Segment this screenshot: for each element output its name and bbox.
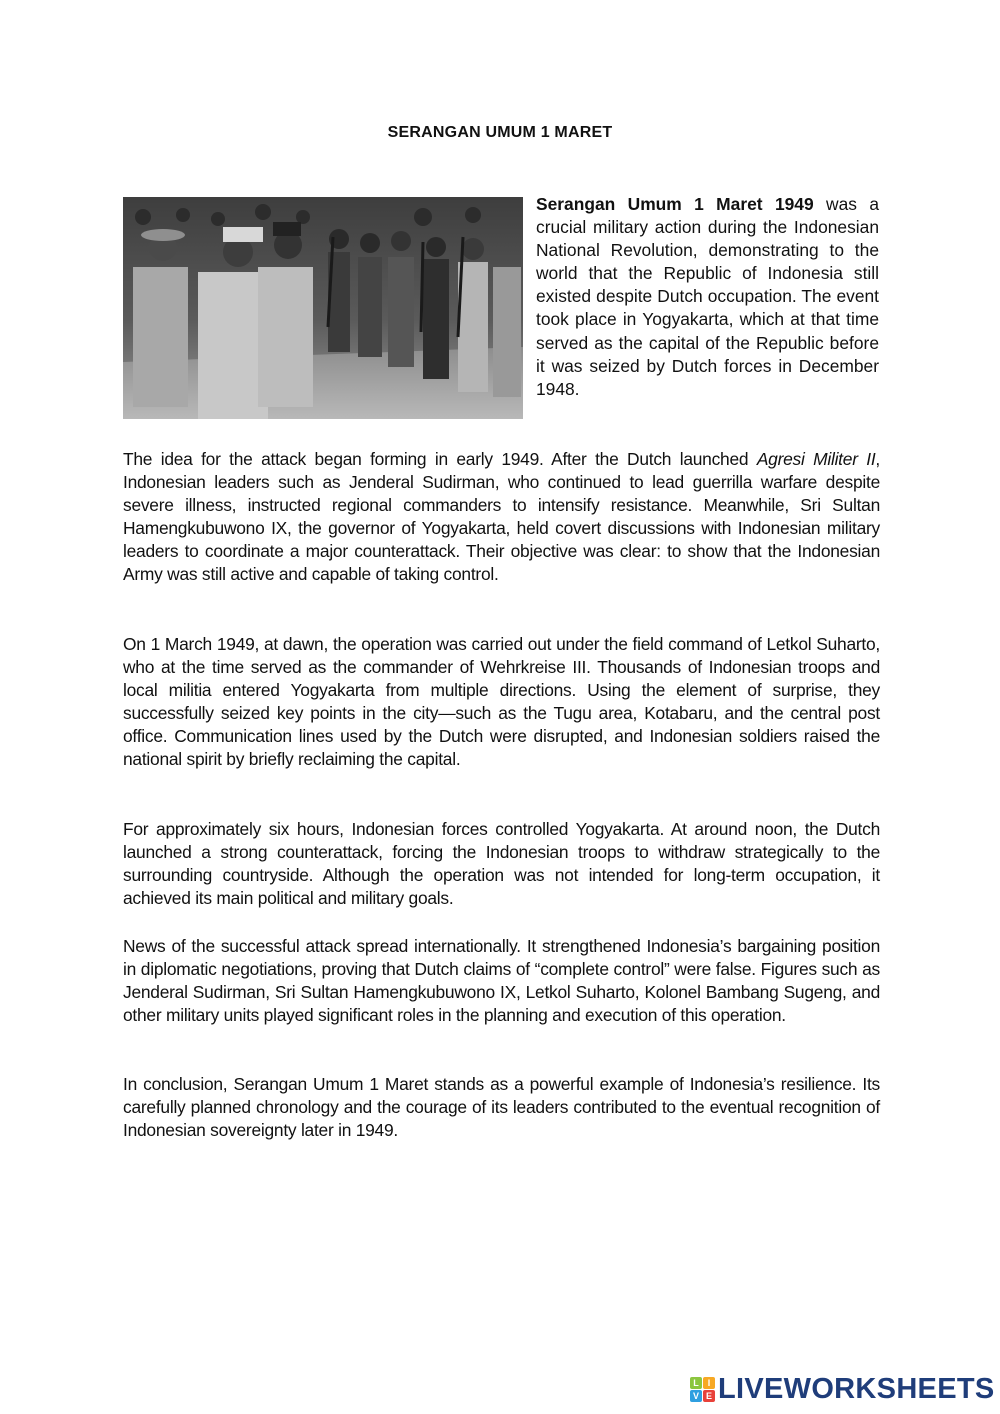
liveworksheets-logo [690, 1374, 995, 1404]
intro-bold-lead: Serangan Umum 1 Maret 1949 [536, 194, 814, 214]
logo-tile-i: I [703, 1377, 715, 1389]
page-title: SERANGAN UMUM 1 MARET [387, 124, 613, 141]
logo-tile-v: V [690, 1390, 702, 1402]
intro-paragraph [536, 193, 879, 401]
paragraph-5: In conclusion, Serangan Umum 1 Maret stands as a powerful example of Indonesia’s resilience. Its carefully planned chronology and the courage of its leaders contributed to the eventual recognition of Indonesian sovereignty later in 1949. [123, 1074, 880, 1141]
paragraph-1-text-b: , Indonesian leaders such as Jenderal Sudirman, who continued to lead guerrilla warfare despite severe illness, instructed regional commanders to intensify resistance. Meanwhile, Sri Sultan Hamengkubuwono IX, the governor of Yogyakarta, held covert discussions with Indonesian military leaders to coordinate a major counterattack. Their objective was clear: to show that the Indonesian Army was still active and capable of taking control. [123, 449, 880, 585]
logo-grid-icon [690, 1377, 715, 1402]
paragraph-1-italic: Agresi Militer II [756, 449, 876, 469]
paragraph-1 [123, 448, 880, 587]
paragraph-1-text-a: The idea for the attack began forming in early 1949. After the Dutch launched [123, 449, 757, 469]
photo-illustration [123, 197, 523, 419]
historical-photo [123, 197, 523, 419]
paragraph-2: On 1 March 1949, at dawn, the operation was carried out under the field command of Letkol Suharto, who at the time served as the commander of Wehrkreise III. Thousands of Indonesian troops and local militia entered Yogyakarta from multiple directions. Using the element of surprise, they successfully seized key points in the city—such as the Tugu area, Kotabaru, and the central post office. Communication lines used by the Dutch were disrupted, and Indonesian soldiers raised the national spirit by briefly reclaiming the capital. [123, 634, 880, 770]
paragraph-4: News of the successful attack spread internationally. It strengthened Indonesia’s bargaining position in diplomatic negotiations, proving that Dutch claims of “complete control” were false. Figures such as Jenderal Sudirman, Sri Sultan Hamengkubuwono IX, Letkol Suharto, Kolonel Bambang Sugeng, and other military units played significant roles in the planning and execution of this operation. [123, 936, 880, 1026]
logo-tile-e: E [703, 1390, 715, 1402]
brand-name: LIVEWORKSHEETS [718, 1372, 995, 1405]
paragraph-3: For approximately six hours, Indonesian forces controlled Yogyakarta. At around noon, the Dutch launched a strong counterattack, forcing the Indonesian troops to withdraw strategically to the surrounding countryside. Although the operation was not intended for long-term occupation, it achieved its main political and military goals. [123, 819, 880, 909]
logo-tile-l: L [690, 1377, 702, 1389]
intro-text: was a crucial military action during the Indonesian National Revolution, demonstrating to the world that the Republic of Indonesia still existed despite Dutch occupation. The event took place in Yogyakarta, which at that time served as the capital of the Republic before it was seized by Dutch forces in December 1948. [536, 194, 880, 399]
